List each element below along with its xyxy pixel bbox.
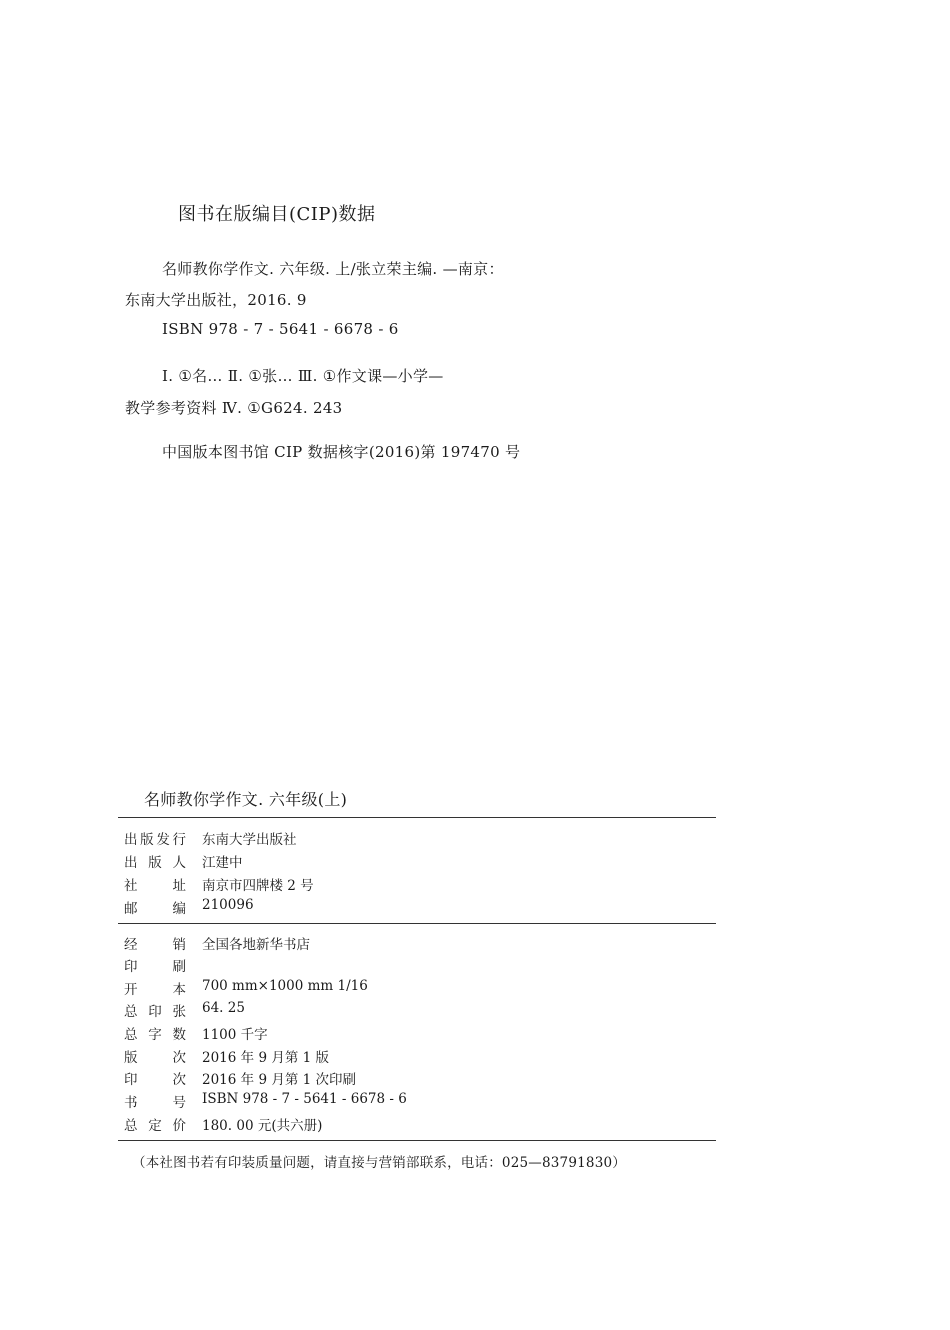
label-char: 编 <box>172 901 186 917</box>
cip-heading: 图书在版编目(CIP)数据 <box>178 204 376 225</box>
info-value: 210096 <box>202 897 254 913</box>
cip-line-5: 教学参考资料 Ⅳ. ①G624. 243 <box>125 399 343 417</box>
label-char: 本 <box>172 982 186 998</box>
info-value: 700 mm×1000 mm 1/16 <box>202 978 368 994</box>
info-label <box>124 1023 186 1043</box>
label-char: 人 <box>172 855 186 871</box>
cip-line-1: 名师教你学作文. 六年级. 上/张立荣主编. —南京： <box>162 260 504 278</box>
colophon-book-title: 名师教你学作文. 六年级(上) <box>144 790 348 809</box>
rule-middle <box>118 923 716 924</box>
info-label <box>124 1114 186 1134</box>
info-value: 全国各地新华书店 <box>202 937 310 953</box>
rule-top <box>118 817 716 818</box>
footnote: （本社图书若有印装质量问题，请直接与营销部联系，电话：025—83791830） <box>132 1155 626 1171</box>
label-char: 印 <box>124 1072 138 1088</box>
info-label <box>124 1046 186 1066</box>
label-char: 印 <box>148 1004 162 1020</box>
info-value: 180. 00 元(共六册) <box>202 1118 323 1134</box>
label-char: 版 <box>148 855 162 871</box>
label-char: 版 <box>140 832 154 848</box>
info-row <box>124 828 297 848</box>
info-label <box>124 1091 186 1111</box>
info-row <box>124 955 202 975</box>
info-value: 64. 25 <box>202 1000 245 1016</box>
label-char: 总 <box>124 1118 138 1134</box>
label-char: 行 <box>172 832 186 848</box>
label-char: 数 <box>172 1027 186 1043</box>
cip-line-4: Ⅰ. ①名… Ⅱ. ①张… Ⅲ. ①作文课—小学— <box>162 367 444 385</box>
info-row <box>124 851 243 871</box>
label-char: 邮 <box>124 901 138 917</box>
info-row <box>124 897 254 917</box>
label-char: 字 <box>148 1027 162 1043</box>
label-char: 社 <box>124 878 138 894</box>
info-row <box>124 1046 329 1066</box>
info-label <box>124 978 186 998</box>
cip-line-3: ISBN 978 - 7 - 5641 - 6678 - 6 <box>162 320 399 338</box>
label-char: 印 <box>124 959 138 975</box>
rule-bottom <box>118 1140 716 1141</box>
info-row <box>124 933 310 953</box>
label-char: 总 <box>124 1027 138 1043</box>
label-char: 号 <box>172 1095 186 1111</box>
cip-line-6: 中国版本图书馆 CIP 数据核字(2016)第 197470 号 <box>162 443 521 461</box>
label-char: 书 <box>124 1095 138 1111</box>
label-char: 开 <box>124 982 138 998</box>
info-value: 南京市四牌楼 2 号 <box>202 878 314 894</box>
label-char: 出 <box>124 832 138 848</box>
label-char: 张 <box>172 1004 186 1020</box>
info-value: 2016 年 9 月第 1 版 <box>202 1050 329 1066</box>
info-label <box>124 1068 186 1088</box>
label-char: 次 <box>172 1072 186 1088</box>
info-value: 东南大学出版社 <box>202 832 297 848</box>
info-row <box>124 1114 322 1134</box>
info-row <box>124 978 368 998</box>
info-row <box>124 874 314 894</box>
label-char: 址 <box>172 878 186 894</box>
info-row <box>124 1023 268 1043</box>
info-value: 江建中 <box>202 855 243 871</box>
info-label <box>124 828 186 848</box>
label-char: 刷 <box>172 959 186 975</box>
info-label <box>124 933 186 953</box>
info-label <box>124 851 186 871</box>
info-label <box>124 1000 186 1020</box>
label-char: 次 <box>172 1050 186 1066</box>
info-value: ISBN 978 - 7 - 5641 - 6678 - 6 <box>202 1091 407 1107</box>
label-char: 发 <box>156 832 170 848</box>
info-row <box>124 1068 356 1088</box>
info-label <box>124 874 186 894</box>
info-label <box>124 897 186 917</box>
info-row <box>124 1000 245 1020</box>
info-label <box>124 955 186 975</box>
label-char: 销 <box>172 937 186 953</box>
cip-line-2: 东南大学出版社，2016. 9 <box>125 291 307 309</box>
label-char: 出 <box>124 855 138 871</box>
label-char: 版 <box>124 1050 138 1066</box>
info-row <box>124 1091 407 1111</box>
label-char: 总 <box>124 1004 138 1020</box>
info-value: 2016 年 9 月第 1 次印刷 <box>202 1072 356 1088</box>
label-char: 价 <box>172 1118 186 1134</box>
label-char: 定 <box>148 1118 162 1134</box>
info-value: 1100 千字 <box>202 1027 268 1043</box>
label-char: 经 <box>124 937 138 953</box>
